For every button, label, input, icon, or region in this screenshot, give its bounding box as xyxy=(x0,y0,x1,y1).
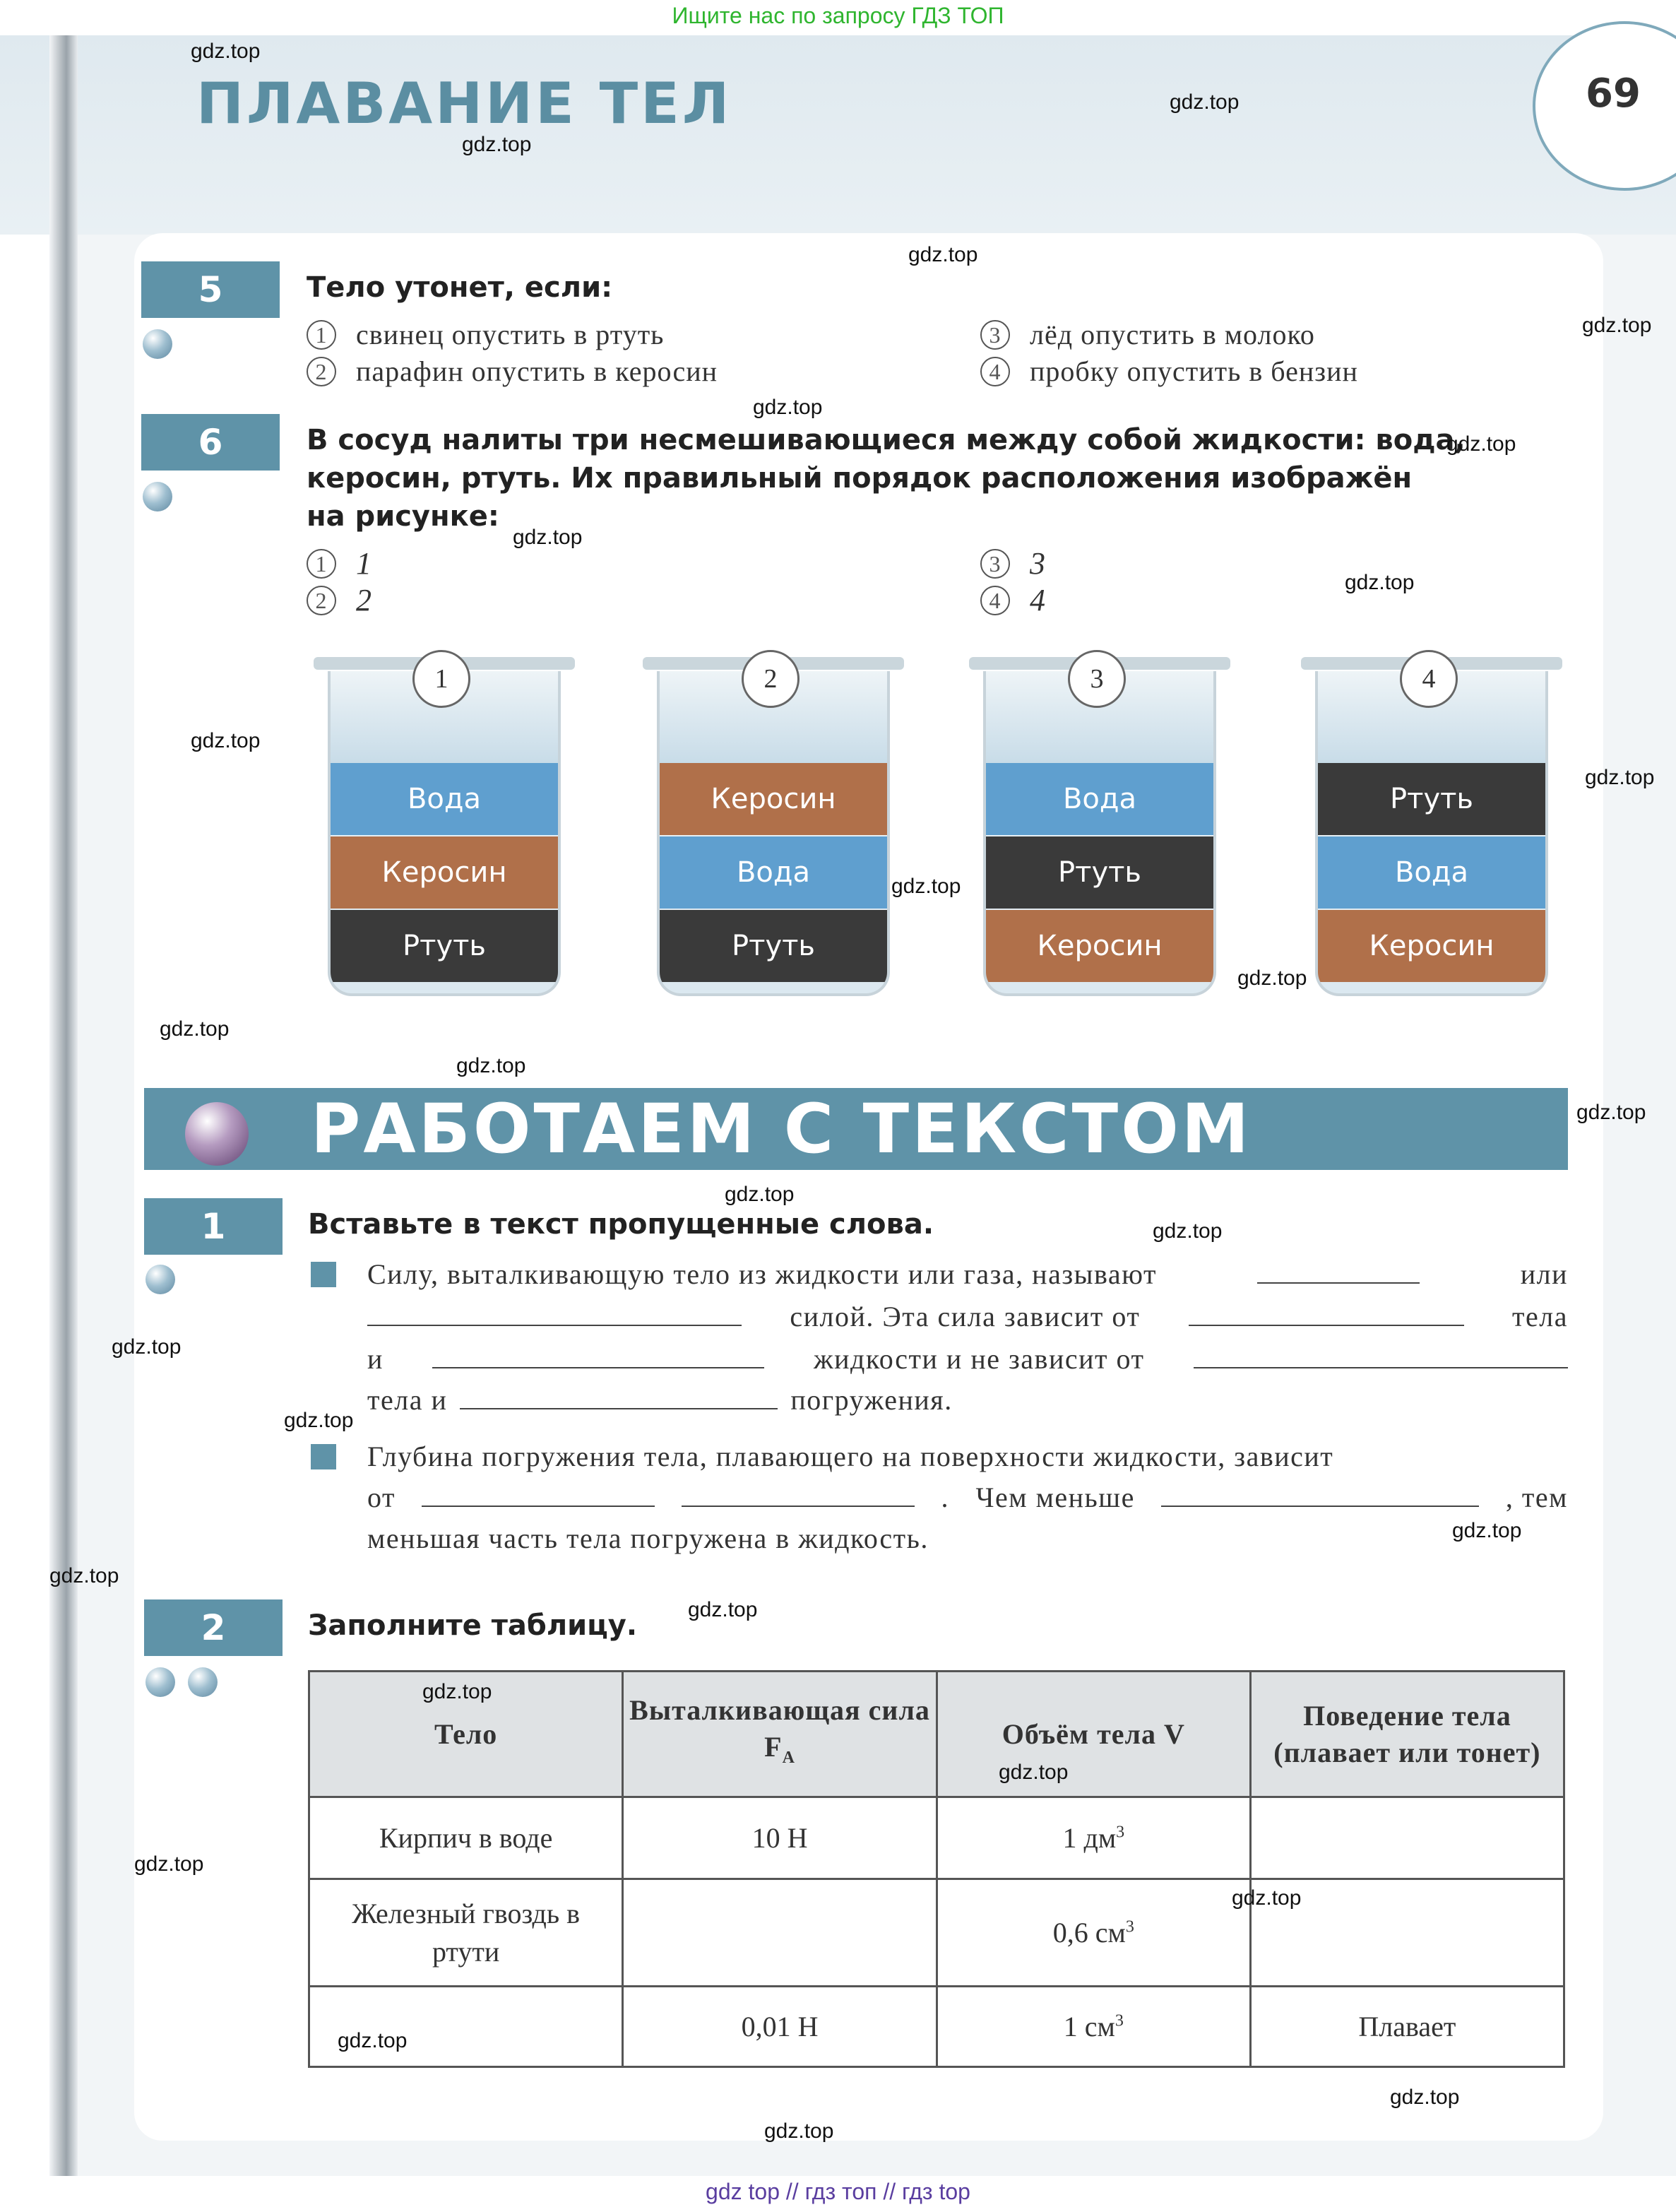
text-segment: жидкости и не зависит от xyxy=(814,1343,1145,1375)
watermark: gdz.top xyxy=(1585,766,1655,789)
beaker-glass xyxy=(983,671,1216,996)
text-segment: Силу, выталкивающую тело из жидкости или газа, называют xyxy=(367,1258,1157,1290)
blank-field[interactable] xyxy=(1161,1481,1479,1507)
task-6-question-line: В сосуд налиты три несмешивающиеся между собой жидкости: вода, xyxy=(307,424,1466,456)
task-6-question-line: керосин, ртуть. Их правильный порядок расположения изображён xyxy=(307,462,1413,495)
watermark: gdz.top xyxy=(1576,1101,1646,1124)
option-text: лёд опустить в молоко xyxy=(1030,319,1315,350)
difficulty-ball-icon xyxy=(145,1667,175,1697)
option-number: 3 xyxy=(980,549,1010,579)
text-line xyxy=(367,1258,1568,1291)
liquid-layer: Ртуть xyxy=(660,910,887,982)
option-text: парафин опустить в керосин xyxy=(356,355,718,387)
task-5-option-1[interactable] xyxy=(307,318,664,351)
beaker-glass xyxy=(328,671,561,996)
liquid-layer: Вода xyxy=(331,763,558,835)
beaker-number: 3 xyxy=(1068,650,1126,708)
task-6-badge: 6 xyxy=(141,414,280,471)
option-number: 3 xyxy=(980,320,1010,350)
difficulty-ball-icon xyxy=(143,482,172,511)
watermark: gdz.top xyxy=(1232,1886,1302,1910)
liquid-layer: Керосин xyxy=(1318,910,1545,982)
cell-superscript: 3 xyxy=(1125,1917,1134,1936)
watermark: gdz.top xyxy=(191,729,261,752)
difficulty-ball-icon xyxy=(188,1667,218,1697)
text-line xyxy=(367,1440,1568,1473)
option-text: свинец опустить в ртуть xyxy=(356,319,665,350)
text-segment: силой. Эта сила зависит от xyxy=(790,1301,1141,1332)
option-text: 1 xyxy=(356,546,372,581)
watermark: gdz.top xyxy=(1582,314,1652,337)
text-line xyxy=(367,1342,1568,1376)
liquid-layer: Вода xyxy=(660,836,887,909)
text-segment: или xyxy=(1520,1258,1568,1290)
text-line xyxy=(367,1522,929,1555)
table-cell xyxy=(937,1797,1250,1879)
cell-superscript: 3 xyxy=(1116,1823,1125,1842)
blank-field[interactable] xyxy=(1194,1343,1568,1368)
beaker-glass xyxy=(1315,671,1548,996)
beaker-number: 1 xyxy=(412,650,470,708)
text-line xyxy=(367,1383,953,1416)
task-6-question-line: на рисунке: xyxy=(307,500,499,533)
text-task-2-badge: 2 xyxy=(144,1599,283,1656)
liquid-layer: Вода xyxy=(986,763,1213,835)
table-cell: Кирпич в воде xyxy=(309,1797,623,1879)
option-number: 4 xyxy=(980,586,1010,615)
table-cell[interactable] xyxy=(1250,1797,1564,1879)
watermark: gdz.top xyxy=(49,1564,119,1587)
liquid-layer: Керосин xyxy=(660,763,887,835)
task-6-option-1[interactable] xyxy=(307,545,372,581)
text-segment: погружения. xyxy=(790,1384,953,1416)
page-binding-shadow xyxy=(49,35,78,2176)
footer-links[interactable]: gdz top // гдз топ // гдз top xyxy=(706,2179,970,2204)
table-cell xyxy=(937,1879,1250,1987)
watermark: gdz.top xyxy=(1446,432,1516,456)
sphere-icon xyxy=(185,1102,249,1166)
option-number: 1 xyxy=(307,549,336,579)
liquid-layer: Ртуть xyxy=(331,910,558,982)
liquid-layer: Керосин xyxy=(986,910,1213,982)
fill-table xyxy=(308,1670,1565,2068)
cell-text: 0,6 см xyxy=(1052,1917,1126,1948)
table-cell: Железный гвоздь в ртути xyxy=(309,1879,623,1987)
task-6-option-2[interactable] xyxy=(307,582,372,618)
option-number: 1 xyxy=(307,320,336,350)
blank-field[interactable] xyxy=(432,1343,764,1368)
watermark: gdz.top xyxy=(1153,1219,1223,1243)
header-text: Выталкивающая сила F xyxy=(629,1694,930,1763)
page-number: 69 xyxy=(1586,71,1641,117)
cell-text: 1 дм xyxy=(1062,1822,1117,1854)
table-row xyxy=(309,1797,1564,1879)
table-cell[interactable] xyxy=(309,1987,623,2067)
table-cell[interactable]: 10 Н xyxy=(623,1797,937,1879)
watermark: gdz.top xyxy=(1390,2086,1460,2109)
watermark: gdz.top xyxy=(908,243,978,266)
watermark: gdz.top xyxy=(160,1017,230,1041)
beaker-number: 2 xyxy=(742,650,800,708)
task-5-option-4[interactable] xyxy=(980,355,1358,388)
watermark: gdz.top xyxy=(764,2119,834,2143)
watermark: gdz.top xyxy=(338,2029,408,2052)
watermark: gdz.top xyxy=(725,1183,795,1206)
header-body: Тело xyxy=(309,1672,623,1797)
watermark: gdz.top xyxy=(456,1054,526,1077)
option-number: 4 xyxy=(980,357,1010,386)
option-text: 3 xyxy=(1030,546,1046,581)
text-line xyxy=(367,1481,1568,1514)
task-6-option-3[interactable] xyxy=(980,545,1046,581)
watermark: gdz.top xyxy=(891,875,961,898)
task-5-option-3[interactable] xyxy=(980,318,1315,351)
text-task-2-question: Заполните таблицу. xyxy=(308,1609,638,1642)
difficulty-ball-icon xyxy=(143,329,172,359)
paragraph-marker-icon xyxy=(311,1444,336,1469)
beaker-number: 4 xyxy=(1400,650,1458,708)
watermark: gdz.top xyxy=(1237,966,1307,990)
blank-field[interactable] xyxy=(1257,1258,1420,1284)
option-text: пробку опустить в бензин xyxy=(1030,355,1358,387)
watermark: gdz.top xyxy=(284,1409,354,1432)
text-task-1-badge: 1 xyxy=(144,1198,283,1255)
text-segment: , тем xyxy=(1505,1481,1568,1513)
cell-text: 1 см xyxy=(1063,2011,1115,2042)
text-segment: Чем меньше xyxy=(975,1481,1135,1513)
table-cell[interactable] xyxy=(623,1879,937,1987)
option-number: 2 xyxy=(307,357,336,386)
watermark: gdz.top xyxy=(134,1852,204,1876)
option-number: 2 xyxy=(307,586,336,615)
text-segment: и xyxy=(367,1343,384,1375)
blank-field[interactable] xyxy=(460,1384,778,1409)
task-6-option-4[interactable] xyxy=(980,582,1046,618)
watermark: gdz.top xyxy=(112,1335,182,1359)
blank-field[interactable] xyxy=(422,1481,655,1507)
table-cell xyxy=(937,1987,1250,2067)
watermark: gdz.top xyxy=(1452,1519,1522,1542)
table-header-row xyxy=(309,1672,1564,1797)
table-cell: Плавает xyxy=(1250,1987,1564,2067)
watermark: gdz.top xyxy=(688,1598,758,1621)
text-segment: тела xyxy=(1512,1301,1568,1332)
option-text: 2 xyxy=(356,583,372,617)
beaker-2 xyxy=(643,657,904,996)
blank-field[interactable] xyxy=(367,1301,742,1326)
watermark: gdz.top xyxy=(513,526,583,549)
text-segment: Глубина погружения тела, плавающего на поверхности жидкости, зависит xyxy=(367,1441,1334,1472)
watermark: gdz.top xyxy=(753,396,823,419)
cell-superscript: 3 xyxy=(1115,2011,1124,2030)
blank-field[interactable] xyxy=(682,1481,915,1507)
beaker-4 xyxy=(1301,657,1562,996)
header-subscript: A xyxy=(782,1749,795,1767)
beaker-1 xyxy=(314,657,575,996)
liquid-layer: Керосин xyxy=(331,836,558,909)
liquid-layer: Ртуть xyxy=(986,836,1213,909)
watermark: gdz.top xyxy=(462,133,532,156)
section-title: РАБОТАЕМ С ТЕКСТОМ xyxy=(311,1089,1252,1169)
header-behavior: Поведение тела (плавает или тонет) xyxy=(1250,1672,1564,1797)
paragraph-marker-icon xyxy=(311,1262,336,1287)
watermark: gdz.top xyxy=(191,40,261,63)
text-segment: тела и xyxy=(367,1384,448,1416)
beaker-3 xyxy=(969,657,1230,996)
header-force xyxy=(623,1672,937,1797)
top-note[interactable]: Ищите нас по запросу ГДЗ ТОП xyxy=(672,3,1004,28)
text-segment: . xyxy=(941,1481,949,1513)
text-line xyxy=(367,1300,1568,1333)
text-segment: меньшая часть тела погружена в жидкость. xyxy=(367,1522,929,1554)
page-title: ПЛАВАНИЕ ТЕЛ xyxy=(196,71,732,136)
watermark: gdz.top xyxy=(422,1680,492,1703)
liquid-layer: Вода xyxy=(1318,836,1545,909)
watermark: gdz.top xyxy=(999,1761,1069,1784)
beaker-glass xyxy=(657,671,890,996)
difficulty-ball-icon xyxy=(145,1265,175,1294)
table-row xyxy=(309,1879,1564,1987)
task-5-question: Тело утонет, если: xyxy=(307,271,613,304)
table-cell: 0,01 Н xyxy=(623,1987,937,2067)
task-5-badge: 5 xyxy=(141,261,280,318)
table-row xyxy=(309,1987,1564,2067)
text-task-1-question: Вставьте в текст пропущенные слова. xyxy=(308,1208,934,1241)
watermark: gdz.top xyxy=(1345,571,1415,594)
liquid-layer: Ртуть xyxy=(1318,763,1545,835)
text-segment: от xyxy=(367,1481,396,1513)
header-volume: Объём тела V xyxy=(937,1672,1250,1797)
blank-field[interactable] xyxy=(1189,1301,1464,1326)
watermark: gdz.top xyxy=(1170,90,1240,114)
option-text: 4 xyxy=(1030,583,1046,617)
task-5-option-2[interactable] xyxy=(307,355,718,388)
